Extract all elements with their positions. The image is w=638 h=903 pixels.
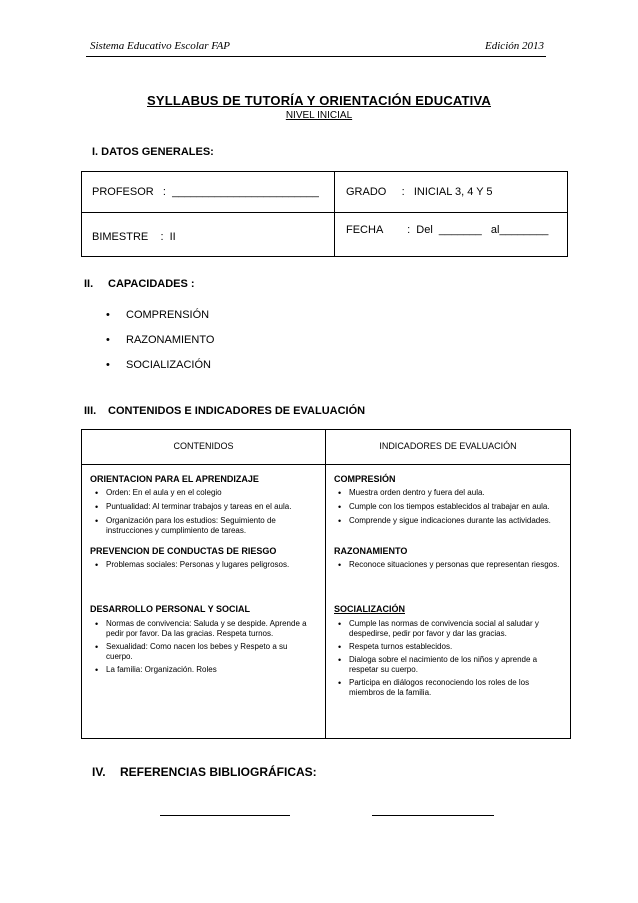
section-3-number: III. (84, 405, 97, 417)
contenidos-table (81, 429, 571, 739)
table-divider (325, 430, 326, 738)
profesor-field: PROFESOR : ________________________ (92, 186, 319, 198)
list-item: • Puntualidad: Al terminar trabajos y tareas en el aula. (106, 502, 291, 512)
datos-generales-box (81, 171, 568, 257)
list-item: • Sexualidad: Como nacen los bebes y Respeto a su cuerpo. (106, 642, 287, 662)
document-title: SYLLABUS DE TUTORÍA Y ORIENTACIÓN EDUCATIVA (147, 93, 491, 108)
header-right: Edición 2013 (485, 40, 544, 52)
document-subtitle: NIVEL INICIAL (285, 110, 353, 121)
contenido-group-title: ORIENTACION PARA EL APRENDIZAJE (90, 474, 259, 484)
section-1-heading: I. DATOS GENERALES: (92, 146, 214, 158)
list-item: • Participa en diálogos reconociendo los roles de los miembros de la familia. (349, 678, 529, 698)
indicador-group-title: RAZONAMIENTO (334, 546, 408, 556)
fecha-field: FECHA : Del _______ al________ (346, 224, 549, 236)
list-item: • Respeta turnos establecidos. (349, 642, 452, 652)
list-item: • La familia: Organización. Roles (106, 665, 217, 675)
indicador-group-title: SOCIALIZACIÓN (334, 604, 405, 614)
section-4-number: IV. (92, 765, 106, 779)
section-3-heading: CONTENIDOS E INDICADORES DE EVALUACIÓN (108, 405, 366, 417)
capacidad-item: • SOCIALIZACIÓN (126, 359, 211, 371)
grado-field: GRADO : INICIAL 3, 4 Y 5 (346, 186, 493, 198)
indicador-group-title: COMPRESIÓN (334, 474, 396, 484)
capacidad-item: • RAZONAMIENTO (126, 334, 214, 346)
column-header-indicadores: INDICADORES DE EVALUACIÓN (379, 441, 517, 451)
list-item: • Muestra orden dentro y fuera del aula. (349, 488, 485, 498)
contenido-group-title: PREVENCION DE CONDUCTAS DE RIESGO (90, 546, 277, 556)
header-divider (86, 56, 546, 57)
box-divider (82, 212, 567, 213)
list-item: • Orden: En el aula y en el colegio (106, 488, 222, 498)
capacidad-item: • COMPRENSIÓN (126, 309, 209, 321)
column-header-contenidos: CONTENIDOS (173, 441, 234, 451)
list-item: • Reconoce situaciones y personas que representan riesgos. (349, 560, 559, 570)
section-2-heading: CAPACIDADES : (108, 278, 195, 290)
list-item: • Normas de convivencia: Saluda y se despide. Aprende a pedir por favor. Da las gracias. Respeta turnos. (106, 619, 307, 639)
section-2-number: II. (84, 278, 94, 290)
section-4-heading: REFERENCIAS BIBLIOGRÁFICAS: (120, 765, 317, 779)
list-item: • Comprende y sigue indicaciones durante las actividades. (349, 516, 551, 526)
list-item: • Dialoga sobre el nacimiento de los niños y aprende a respetar su cuerpo. (349, 655, 537, 675)
box-divider (334, 172, 335, 256)
list-item: • Problemas sociales: Personas y lugares peligrosos. (106, 560, 289, 570)
list-item: • Cumple las normas de convivencia social al saludar y despedirse, pedir por favor y dar las gracias. (349, 619, 539, 639)
contenido-group-title: DESARROLLO PERSONAL Y SOCIAL (90, 604, 251, 614)
table-divider (82, 464, 570, 465)
list-item: • Cumple con los tiempos establecidos al trabajar en aula. (349, 502, 550, 512)
signature-line-right (372, 815, 494, 816)
header-left: Sistema Educativo Escolar FAP (90, 40, 231, 52)
bimestre-field: BIMESTRE : II (92, 231, 176, 243)
list-item: • Organización para los estudios: Seguimiento de instrucciones y cumplimiento de tareas. (106, 516, 276, 536)
signature-line-left (160, 815, 290, 816)
